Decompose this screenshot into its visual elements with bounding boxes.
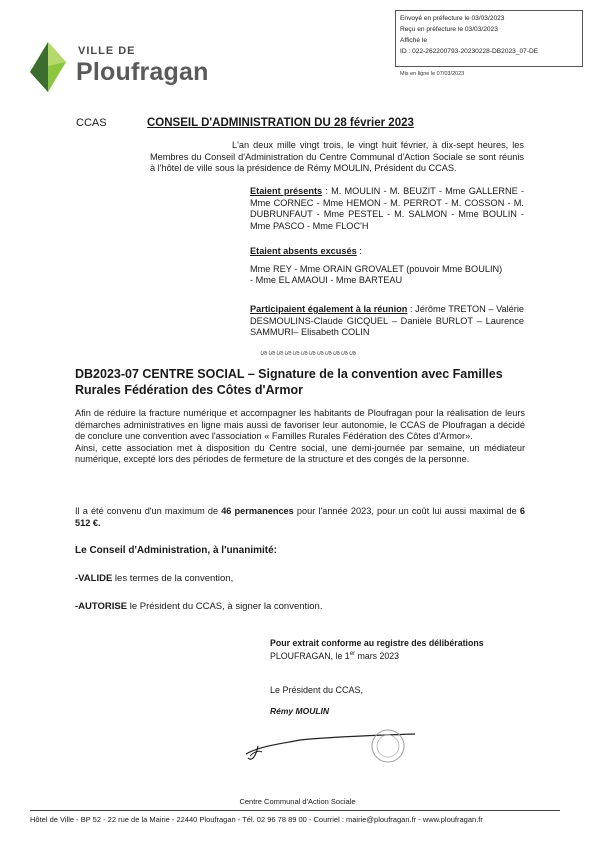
present-list: : M. MOULIN - M. BEUZIT - Mme GALLERNE - Mme CORNEC - Mme HEMON - M. PERROT - M. COSSON - M. DUBRUNFAUT - Mme PESTEL - M. SALMON - Mme BOULIN - Mme PASCO - Mme FLOC'H <box>250 186 524 231</box>
absent-label: Etaient absents excusés <box>250 246 357 256</box>
page-title: CONSEIL D'ADMINISTRATION DU 28 février 2023 <box>147 117 414 129</box>
deliberation-title: DB2023-07 CENTRE SOCIAL – Signature de la convention avec Familles Rurales Fédération des Côtes d'Armor <box>75 367 503 397</box>
date-rest: mars 2023 <box>355 650 400 661</box>
stamp-line: Affiché le <box>400 37 428 44</box>
extrait-text: Pour extrait conforme au registre des délibérations <box>270 638 484 648</box>
valide-text: les termes de la convention, <box>112 573 234 584</box>
present-label: Etaient présents <box>250 186 323 196</box>
logo-label-ville: VILLE DE <box>78 45 136 57</box>
decision-autorise <box>75 601 322 612</box>
deliberation-cost <box>75 506 525 529</box>
valide-keyword: -VALIDE <box>75 573 113 584</box>
participants <box>250 304 524 339</box>
handwritten-signature-icon <box>240 716 420 776</box>
autorise-text: le Président du CCAS, à signer la convention. <box>127 601 323 612</box>
footer-org: Centre Communal d'Action Sociale <box>239 797 356 806</box>
stamp-line: ID : 022-262200793-20230228-DB2023_07-DE <box>400 48 539 55</box>
decision-valide <box>75 573 233 584</box>
deliberation-paragraph-2: Ainsi, cette association met à disposition du Centre social, une demi-journée par semaine, un médiateur numérique, excepté lors des périodes de fermeture de la structure et des congés de la personne. <box>75 442 525 464</box>
signature-block <box>270 638 490 661</box>
signer-name: Rémy MOULIN <box>270 706 330 716</box>
lieu-date <box>270 649 490 661</box>
date-superscript: er <box>349 650 356 657</box>
deliberation-paragraph-1: Afin de réduire la fracture numérique et accompagner les habitants de Ploufragan pour la réalisation de leurs démarches administratives en ligne mais aussi de favoriser leur autonomie, le CCAS de Ploufragan a décidé de conclure une convention avec l'association « Familles Rurales Fédération des Côtes d'Armor». <box>75 408 525 441</box>
decision-heading: Le Conseil d'Administration, à l'unanimité: <box>75 545 277 556</box>
cost-text: pour l'année 2023, pour un coût lui aussi maximal de <box>293 506 520 516</box>
president-title: Le Président du CCAS, <box>270 685 364 695</box>
absent-line-2: - Mme EL AMAOUI - Mme BARTEAU <box>250 275 403 285</box>
footer-divider <box>30 810 560 811</box>
lieu-date-text: PLOUFRAGAN, le 1 <box>270 650 350 661</box>
absent-members <box>250 246 524 287</box>
autorise-keyword: -AUTORISE <box>75 601 128 612</box>
footer-address: Hôtel de Ville - BP 52 - 22 rue de la Mairie - 22440 Ploufragan - Tél. 02 96 78 89 00 - Courriel : mairie@ploufragan.fr - www.ploufragan.fr <box>30 815 483 824</box>
separator-ornament: ശശശശശശശശശശശശ <box>260 350 357 357</box>
absent-line-1: Mme REY - Mme ORAIN GROVALET (pouvoir Mme BOULIN) <box>250 263 503 274</box>
absent-label-suffix: : <box>356 246 362 256</box>
prefecture-stamp <box>395 10 583 67</box>
cost-text: Il a été convenu d'un maximum de <box>75 506 222 516</box>
cost-amount: 6 512 €. <box>75 506 526 528</box>
header-org: CCAS <box>76 117 107 129</box>
stamp-line: Envoyé en préfecture le 03/03/2023 <box>400 15 505 22</box>
participants-label: Participaient également à la réunion <box>250 304 408 314</box>
stamp-line: Reçu en préfecture le 03/03/2023 <box>400 26 498 33</box>
logo-label-ploufragan: Ploufragan <box>76 58 209 86</box>
ploufragan-logo-icon <box>30 42 66 92</box>
participants-list: : Jérôme TRETON – Valérie DESMOULINS-Claude GICQUEL – Danièle BURLOT – Laurence SAMMURI– Elisabeth COLIN <box>250 304 524 337</box>
deliberation-body <box>75 408 525 466</box>
present-members <box>250 186 524 232</box>
cost-permanences: 46 permanences <box>221 506 294 516</box>
intro-paragraph: L'an deux mille vingt trois, le vingt huit février, à dix-sept heures, les Membres du Conseil d'Administration du Centre Communal d'Action Sociale se sont réunis à l'hôtel de ville sous la présidence de Rémy MOULIN, Président du CCAS. <box>150 140 524 173</box>
stamp-online-note: Mis en ligne le 07/03/2023 <box>400 71 465 77</box>
